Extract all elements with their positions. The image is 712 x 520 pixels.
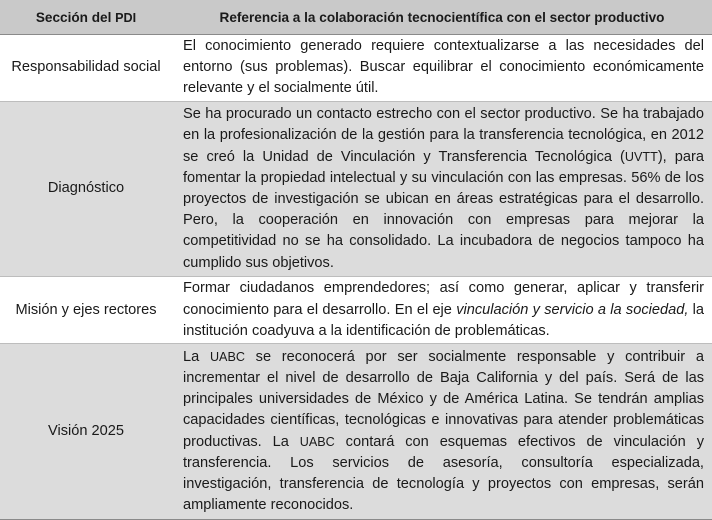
text-segment: Formar ciudadanos emprendedores; así como generar, aplicar y transferir conocimiento para el desarrollo. En el eje — [183, 280, 704, 318]
table-row — [0, 344, 712, 520]
header-reference-column: Referencia a la colaboración tecnocientífica con el sector productivo — [172, 0, 712, 35]
text-segment: se reconocerá por ser socialmente responsable y contribuir a incrementar el nivel de desarrollo de Baja California y del país. Será de las principales universidades de México y de América Latina. Se tendrán amplias capacidades científicas, tecnológicas e innovativas para atender problemáticas productivas. La — [183, 348, 704, 450]
table-header-row — [0, 0, 712, 35]
header-section-column — [0, 0, 172, 35]
emphasized-text: vinculación y servicio a la sociedad, — [456, 301, 689, 318]
table-row — [0, 277, 712, 344]
row-section-label: Misión y ejes rectores — [0, 277, 172, 344]
row-section-label: Visión 2025 — [0, 344, 172, 520]
table-row — [0, 35, 712, 102]
row-reference-text — [172, 344, 712, 520]
table-row — [0, 101, 712, 277]
row-reference-text — [172, 277, 712, 344]
row-section-label: Responsabilidad social — [0, 35, 172, 102]
abbreviation: UVTT — [624, 149, 658, 164]
text-segment: contará con esquemas efectivos de vinculación y transferencia. Los servicios de asesoría, consultoría especializada, investigación, transferencia de tecnología y proyectos con empresas, serán ampliamente reconocidos. — [183, 433, 704, 514]
abbreviation: UABC — [209, 349, 245, 364]
row-reference-text: El conocimiento generado requiere contextualizarse a las necesidades del entorno (sus problemas). Buscar equilibrar el conocimiento económicamente relevante y el socialmente útil. — [172, 35, 712, 102]
header-pdi-abbr: PDI — [115, 10, 137, 25]
header-section-label: Sección del — [35, 9, 116, 25]
row-section-label: Diagnóstico — [0, 101, 172, 277]
text-segment: Se ha procurado un contacto estrecho con el sector productivo. Se ha trabajado en la profesionalización de la gestión para la transferencia tecnológica, en 2012 se creó la Unidad de Vinculación y Transferencia Tecnológica ( — [183, 106, 704, 165]
row-reference-text — [172, 101, 712, 277]
text-segment: la institución coadyuva a la identificación de problemáticas. — [183, 301, 705, 339]
text-segment: ), para fomentar la propiedad intelectual y su vinculación con las empresas. 56% de los proyectos de investigación se ubican en áreas estratégicas para el desarrollo. Pero, la cooperación en innovación con empresas para mejorar la competitividad no se ha consolidado. La incubadora de negocios tampoco ha cumplido sus objetivos. — [183, 148, 704, 271]
text-segment: La — [183, 348, 210, 365]
abbreviation: UABC — [299, 434, 335, 449]
